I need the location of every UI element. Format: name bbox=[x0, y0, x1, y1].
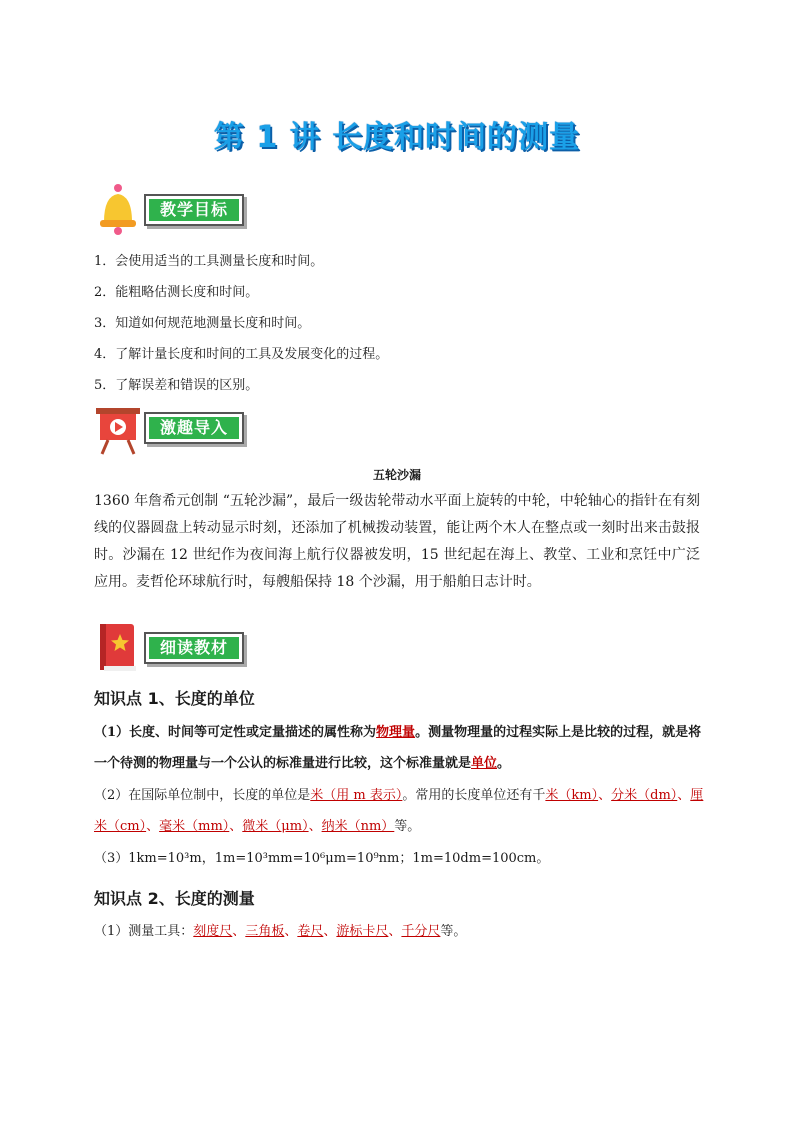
list-item: 3．知道如何规范地测量长度和时间。 bbox=[94, 316, 311, 331]
answer-term: 纳米（nm） bbox=[321, 819, 395, 834]
list-item: 5．了解误差和错误的区别。 bbox=[94, 378, 259, 393]
text: （1）长度、时间等可定性或定量描述的属性称为 bbox=[94, 725, 377, 740]
story-body: 1360 年詹希元创制 “五轮沙漏”，最后一级齿轮带动水平面上旋转的中轮，中轮轴心的指针在有刻线的仪器圆盘上转动显示时刻，还添加了机械拨动装置，能让两个木人在整点或一刻时出来击鼓报时。沙漏在 12 世纪作为夜间海上航行仪器被发明，15 世纪起在海上、教堂、工业和烹饪中广泛应用。麦哲伦环球航行时，每艘船保持 18 个沙漏，用于船舶日志计时。 bbox=[94, 493, 700, 590]
section-header-reading bbox=[94, 620, 264, 676]
separator: 、 bbox=[388, 924, 402, 939]
separator: 、 bbox=[284, 924, 298, 939]
separator: 、 bbox=[677, 788, 691, 803]
kp1-paragraph-2 bbox=[94, 780, 704, 842]
text: （1）测量工具： bbox=[94, 924, 194, 939]
answer-term: 物理量 bbox=[376, 725, 416, 740]
separator: 、 bbox=[232, 924, 246, 939]
separator: 、 bbox=[308, 819, 322, 834]
goals-badge-label: 教学目标 bbox=[149, 199, 239, 221]
text: （2）在国际单位制中，长度的单位是 bbox=[94, 788, 311, 803]
answer-term: 单位 bbox=[471, 756, 498, 771]
book-icon bbox=[94, 620, 144, 676]
answer-term: 米（用 m 表示） bbox=[310, 788, 403, 803]
separator: 、 bbox=[229, 819, 243, 834]
goal-list bbox=[94, 246, 714, 401]
kp2-title: 知识点 2、长度的测量 bbox=[94, 889, 255, 908]
separator: 、 bbox=[598, 788, 612, 803]
answer-term: 三角板 bbox=[245, 924, 285, 939]
answer-term: 微米（μm） bbox=[242, 819, 309, 834]
goals-badge bbox=[144, 194, 244, 226]
kp1-paragraph-1 bbox=[94, 717, 704, 779]
list-item: 2．能粗略估测长度和时间。 bbox=[94, 285, 259, 300]
intro-badge bbox=[144, 412, 244, 444]
section-header-goals bbox=[94, 182, 264, 238]
kp1-title: 知识点 1、长度的单位 bbox=[94, 689, 255, 708]
answer-term: 厘米（cm） bbox=[94, 788, 704, 834]
kp2-paragraph-1 bbox=[94, 916, 704, 947]
bell-icon bbox=[94, 182, 144, 238]
answer-term: 游标卡尺 bbox=[336, 924, 389, 939]
reading-badge bbox=[144, 632, 244, 664]
list-item: 1．会使用适当的工具测量长度和时间。 bbox=[94, 254, 324, 269]
text: 。测量物理量的过程实际上是比较的过程，就是将一个待测的物理量与一个公认的标准量进行比较，这个标准量就是 bbox=[94, 725, 702, 771]
reading-badge-label: 细读教材 bbox=[149, 637, 239, 659]
story-title: 五轮沙漏 bbox=[372, 468, 421, 482]
answer-term: 毫米（mm） bbox=[159, 819, 230, 834]
text: 等。 bbox=[394, 819, 421, 834]
page-title: 第 1 讲 长度和时间的测量 bbox=[213, 120, 581, 155]
text: 。 bbox=[497, 756, 511, 771]
answer-term: 分米（dm） bbox=[611, 788, 678, 803]
text: 。常用的长度单位还有千 bbox=[402, 788, 546, 803]
text: 等。 bbox=[440, 924, 467, 939]
answer-term: 米（km） bbox=[545, 788, 599, 803]
list-item: 4．了解计量长度和时间的工具及发展变化的过程。 bbox=[94, 347, 389, 362]
kp1-paragraph-3: （3）1km=10³m，1m=10³mm=10⁶μm=10⁹nm；1m=10dm=100cm。 bbox=[94, 851, 550, 866]
separator: 、 bbox=[146, 819, 160, 834]
answer-term: 千分尺 bbox=[401, 924, 441, 939]
intro-badge-label: 激趣导入 bbox=[149, 417, 239, 439]
section-header-intro bbox=[94, 400, 264, 456]
answer-term: 卷尺 bbox=[297, 924, 324, 939]
presentation-board-icon bbox=[94, 400, 144, 456]
answer-term: 刻度尺 bbox=[193, 924, 233, 939]
separator: 、 bbox=[323, 924, 337, 939]
